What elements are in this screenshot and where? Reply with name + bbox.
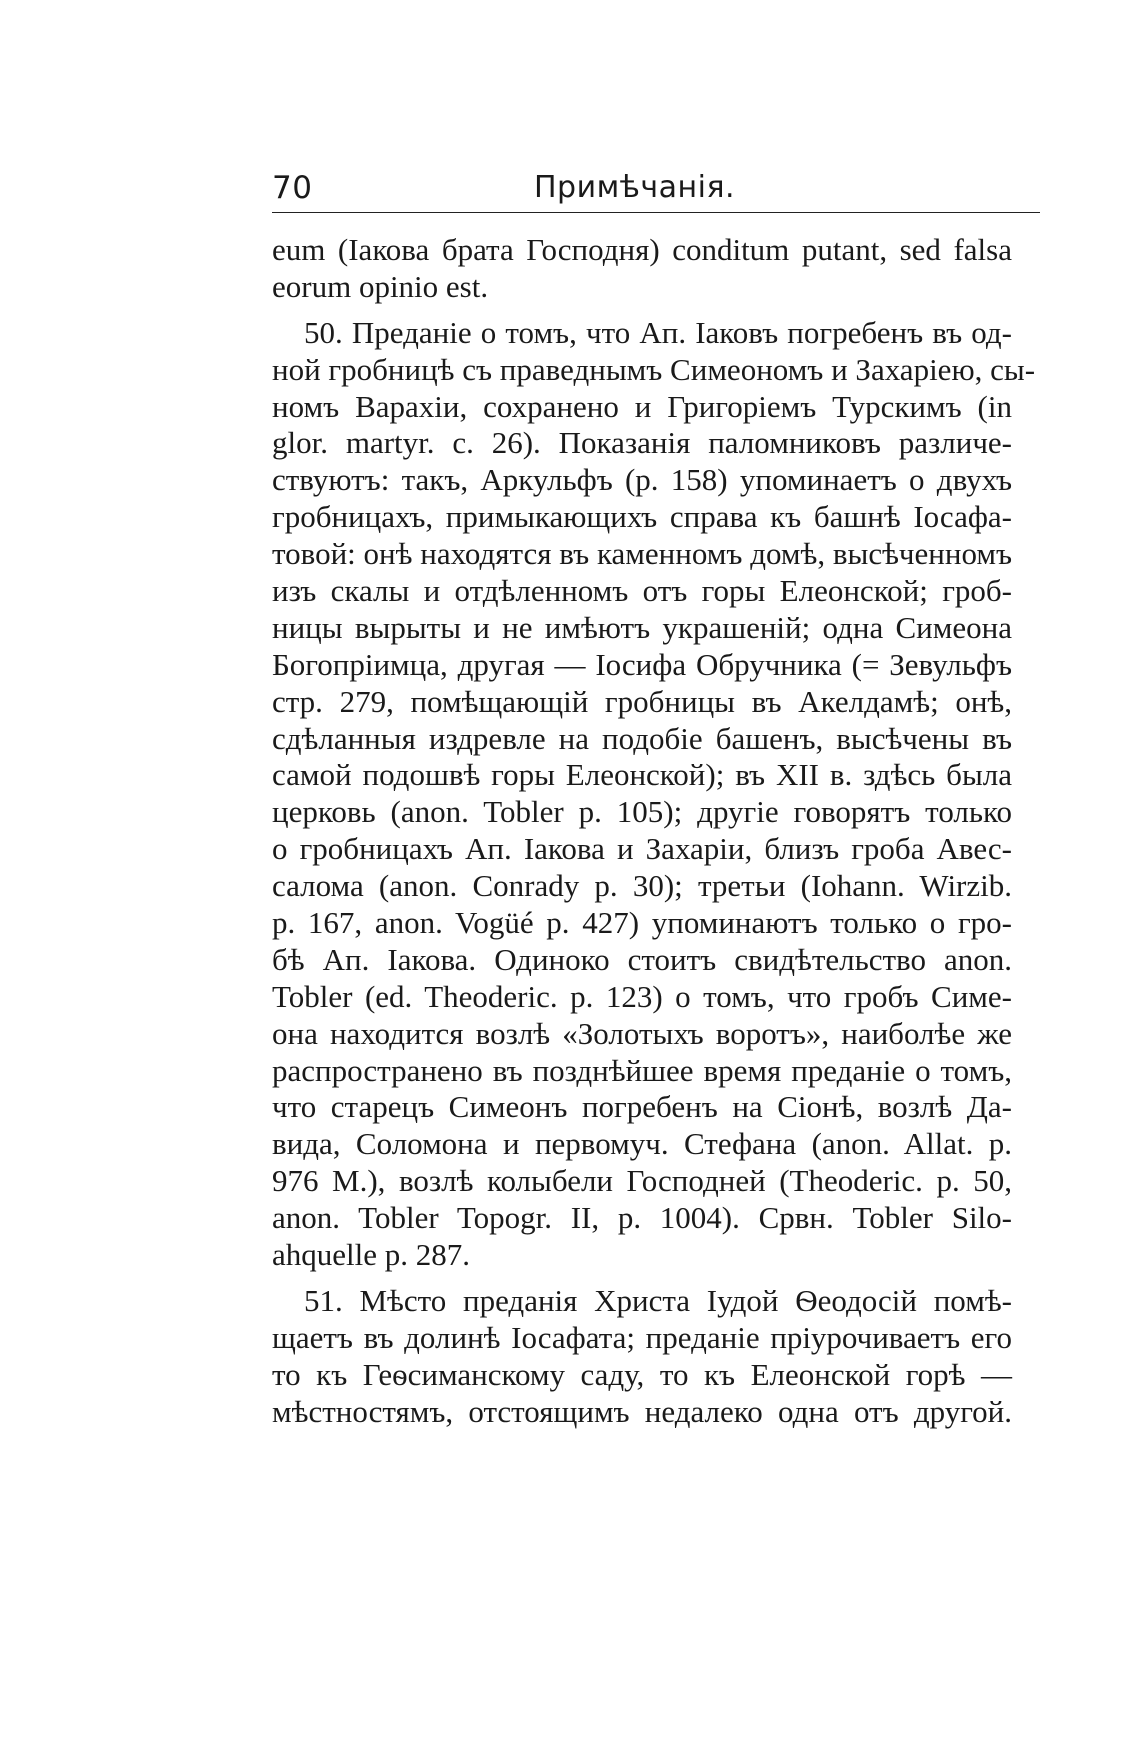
header-rule	[272, 212, 1040, 213]
note-50-start: 50. Преданіе о томъ, что Ап. Іаковъ погребенъ въ од-	[304, 314, 1012, 350]
text-line: щаетъ въ долинѣ Іосафата; преданіе пріурочиваетъ его	[272, 1319, 1012, 1355]
text-line: glor. martyr. c. 26). Показанія паломниковъ различе-	[272, 425, 1012, 461]
text-line: что старецъ Симеонъ погребенъ на Сіонѣ, возлѣ Да-	[272, 1089, 1012, 1125]
text-line: мѣстностямъ, отстоящимъ недалеко одна отъ другой.	[272, 1393, 1012, 1429]
text-line: изъ скалы и отдѣленномъ отъ горы Елеонской; гроб-	[272, 573, 1012, 609]
text-line: 976 M.), возлѣ колыбели Господней (Theoderic. p. 50,	[272, 1163, 1012, 1199]
text-line: бѣ Ап. Іакова. Одиноко стоитъ свидѣтельство anon.	[272, 941, 1012, 977]
text-line: eum (Іакова брата Господня) conditum putant, sed falsa	[272, 232, 1012, 267]
notes-body	[272, 232, 1036, 1431]
text-line: сдѣланныя издревле на подобіе башенъ, высѣчены въ	[272, 720, 1012, 756]
text-line: она находится возлѣ «Золотыхъ воротъ», наиболѣе же	[272, 1015, 1012, 1051]
text-line: то къ Геѳсиманскому саду, то къ Елеонской горѣ —	[272, 1356, 1012, 1392]
text-line: ной гробницѣ съ праведнымъ Симеономъ и Захаріею, сы-	[272, 351, 1036, 387]
text-line: ahquelle p. 287.	[272, 1237, 471, 1273]
text-line: Tobler (ed. Theoderic. p. 123) о томъ, что гробъ Симе-	[272, 978, 1012, 1014]
note-51-start: 51. Мѣсто преданія Христа Іудой Ѳеодосій помѣ-	[304, 1282, 1012, 1318]
text-line: anon. Tobler Topogr. II, p. 1004). Срвн. Tobler Silo-	[272, 1200, 1012, 1236]
page-number: 70	[272, 170, 313, 206]
page-header	[272, 168, 1040, 218]
text-line: церковь (anon. Tobler p. 105); другіе говорятъ только	[272, 794, 1012, 830]
text-line: eorum opinio est.	[272, 268, 489, 304]
text-line: ницы вырыты и не имѣютъ украшеній; одна Симеона	[272, 609, 1012, 645]
text-line: салома (anon. Conrady p. 30); третьи (Iohann. Wirzib.	[272, 868, 1012, 904]
text-line: товой: онѣ находятся въ каменномъ домѣ, высѣченномъ	[272, 536, 1012, 572]
text-line: p. 167, anon. Vogüé p. 427) упоминаютъ только о гро-	[272, 905, 1012, 941]
running-title: Примѣчанія.	[534, 170, 736, 205]
text-line: гробницахъ, примыкающихъ справа къ башнѣ Іосафа-	[272, 499, 1012, 535]
text-line: самой подошвѣ горы Елеонской); въ XII в. здѣсь была	[272, 757, 1012, 793]
text-line: вида, Соломона и первомуч. Стефана (anon. Allat. p.	[272, 1126, 1012, 1162]
text-line: номъ Варахіи, сохранено и Григоріемъ Турскимъ (in	[272, 388, 1012, 424]
text-line: распространено въ позднѣйшее время преданіе о томъ,	[272, 1052, 1012, 1088]
text-line: ствуютъ: такъ, Аркульфъ (p. 158) упоминаетъ о двухъ	[272, 462, 1012, 498]
text-line: о гробницахъ Ап. Іакова и Захаріи, близъ гроба Авес-	[272, 831, 1012, 867]
text-line: Богопріимца, другая — Іосифа Обручника (= Зевульфъ	[272, 646, 1012, 682]
text-line: стр. 279, помѣщающій гробницы въ Акелдамѣ; онѣ,	[272, 683, 1012, 719]
